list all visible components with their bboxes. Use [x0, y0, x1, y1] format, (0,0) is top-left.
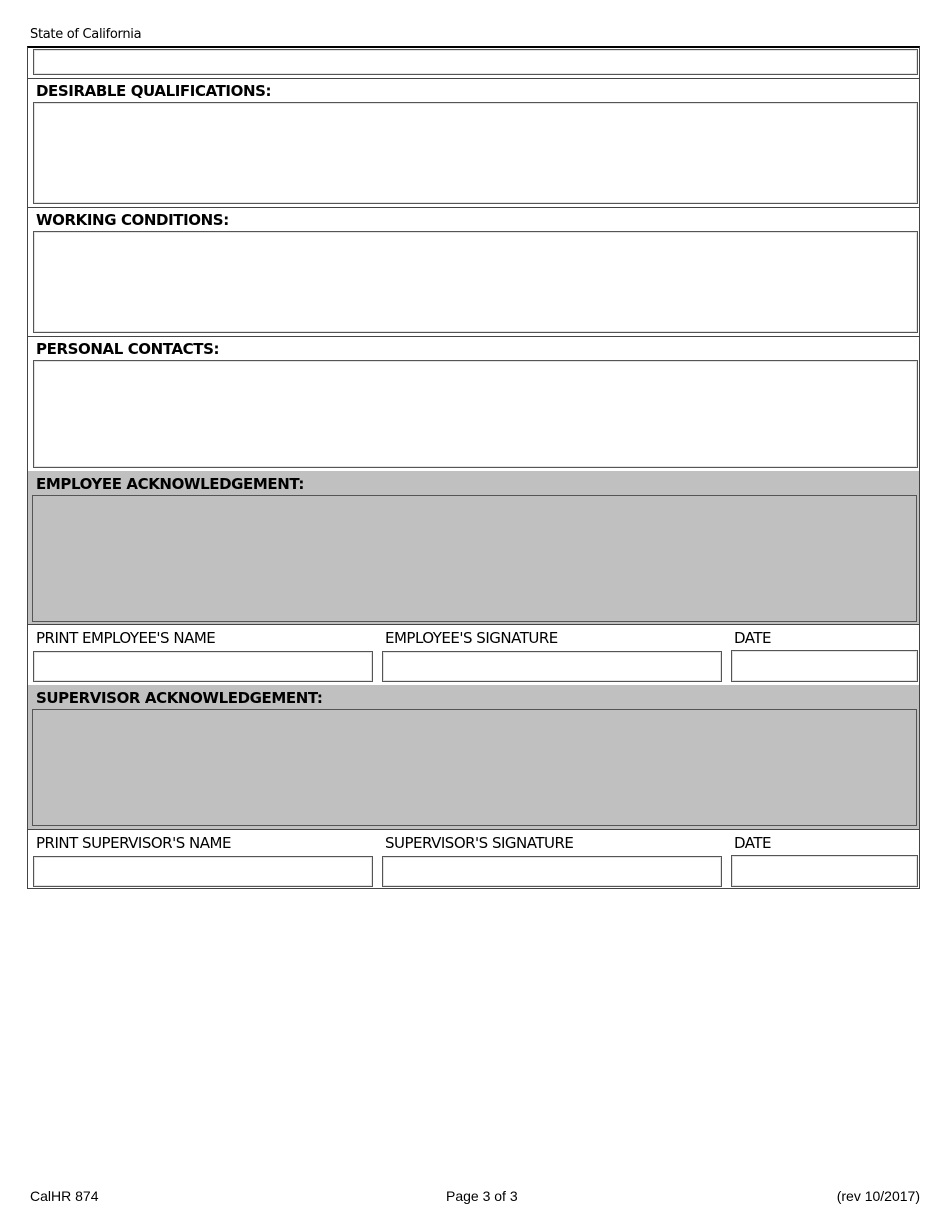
continued-text-field[interactable] — [33, 49, 918, 75]
employee-date-field[interactable] — [731, 650, 918, 682]
desirable-qualifications-field[interactable] — [33, 102, 918, 204]
agency-header: State of California — [30, 27, 142, 42]
supervisor-signature-label: SUPERVISOR'S SIGNATURE — [385, 834, 574, 852]
divider — [28, 624, 919, 625]
revision-date: (rev 10/2017) — [836, 1188, 920, 1204]
personal-contacts-heading: PERSONAL CONTACTS: — [36, 340, 220, 358]
divider — [28, 829, 919, 830]
working-conditions-heading: WORKING CONDITIONS: — [36, 211, 229, 229]
page-number: Page 3 of 3 — [446, 1188, 518, 1204]
employee-acknowledgement-heading: EMPLOYEE ACKNOWLEDGEMENT: — [36, 475, 305, 493]
employee-signature-label: EMPLOYEE'S SIGNATURE — [385, 629, 558, 647]
employee-signature-field[interactable] — [382, 651, 722, 682]
personal-contacts-field[interactable] — [33, 360, 918, 468]
desirable-qualifications-heading: DESIRABLE QUALIFICATIONS: — [36, 82, 272, 100]
supervisor-name-label: PRINT SUPERVISOR'S NAME — [36, 834, 231, 852]
working-conditions-field[interactable] — [33, 231, 918, 333]
divider — [28, 336, 919, 337]
supervisor-date-field[interactable] — [731, 855, 918, 887]
supervisor-acknowledgement-heading: SUPERVISOR ACKNOWLEDGEMENT: — [36, 689, 323, 707]
employee-name-label: PRINT EMPLOYEE'S NAME — [36, 629, 216, 647]
divider — [28, 207, 919, 208]
employee-acknowledgement-field[interactable] — [32, 495, 917, 622]
supervisor-name-field[interactable] — [33, 856, 373, 887]
supervisor-acknowledgement-field[interactable] — [32, 709, 917, 826]
employee-acknowledgement-section — [28, 471, 919, 624]
supervisor-signature-field[interactable] — [382, 856, 722, 887]
supervisor-date-label: DATE — [734, 834, 772, 852]
employee-date-label: DATE — [734, 629, 772, 647]
divider — [28, 78, 919, 79]
form-id: CalHR 874 — [30, 1188, 99, 1204]
employee-name-field[interactable] — [33, 651, 373, 682]
